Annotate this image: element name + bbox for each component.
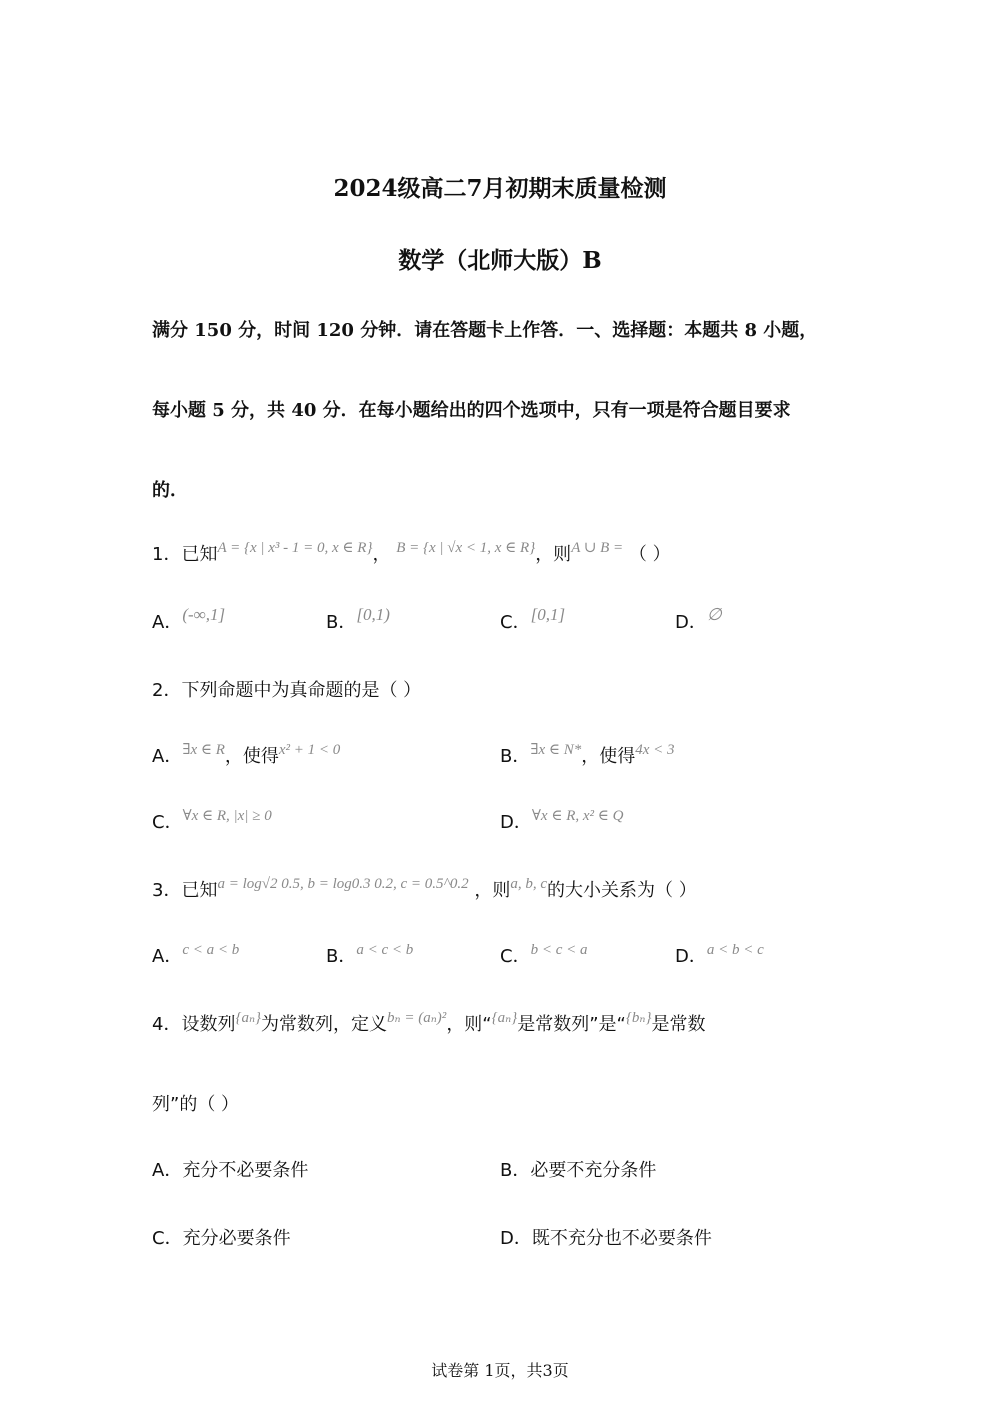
- q1-option-a[interactable]: [152, 605, 226, 634]
- q2-option-b-label: B．: [500, 746, 531, 767]
- q4-option-b-label: B．: [500, 1160, 531, 1181]
- q3-option-b-value: a < c < b: [356, 942, 414, 958]
- q3-option-a-label: A．: [152, 946, 183, 967]
- question-3-stem: [152, 876, 697, 902]
- q1-set-b: B = {x | √x < 1, x ∈ R}: [396, 540, 536, 556]
- q4-seq-b: {bₙ}: [625, 1010, 652, 1026]
- q1-set-a: A = {x | x³ - 1 = 0, x ∈ R}: [217, 540, 373, 556]
- q1-option-d[interactable]: [675, 605, 722, 634]
- instructions-line-3: 的．: [152, 480, 188, 501]
- q4-option-c-value: 充分必要条件: [182, 1228, 291, 1249]
- q1-expr: A ∪ B =: [571, 540, 624, 556]
- q2-option-a[interactable]: [152, 742, 340, 768]
- q2-option-d-math: ∀x ∈ R, x² ∈ Q: [531, 808, 624, 824]
- q3-vars: a, b, c: [510, 876, 548, 892]
- q2-option-c-math: ∀x ∈ R, |x| ≥ 0: [182, 808, 272, 824]
- question-1-stem: [152, 540, 671, 566]
- q4-option-d-label: D．: [500, 1228, 532, 1249]
- q4-prefix: 4．设数列: [152, 1014, 236, 1035]
- q4-text-1: 为常数列，定义: [261, 1014, 388, 1035]
- q4-option-c[interactable]: [152, 1224, 291, 1250]
- q4-option-a-label: A．: [152, 1160, 183, 1181]
- q1-mid: ，则: [535, 544, 572, 565]
- q3-option-c[interactable]: [500, 942, 587, 968]
- q2-option-a-label: A．: [152, 746, 183, 767]
- q1-option-d-label: D．: [675, 612, 707, 633]
- q2-option-c-label: C．: [152, 812, 183, 833]
- q3-option-a-value: c < a < b: [182, 942, 240, 958]
- q3-option-d[interactable]: [675, 942, 764, 968]
- q1-prefix: 1．已知: [152, 544, 218, 565]
- q3-prefix: 3．已知: [152, 880, 218, 901]
- page-footer: 试卷第 1页，共3页: [431, 1361, 569, 1380]
- q1-option-c-value: [0,1]: [530, 605, 566, 624]
- q1-suffix: （ ）: [628, 544, 671, 565]
- q2-option-b-math: ∃x ∈ N*: [530, 742, 582, 758]
- question-2-stem: 2．下列命题中为真命题的是（ ）: [152, 680, 422, 701]
- q3-mid: ，则: [474, 880, 511, 901]
- q1-option-c[interactable]: [500, 605, 566, 634]
- instructions-line-2: 每小题 5 分，共 40 分．在每小题给出的四个选项中，只有一项是符合题目要求: [152, 400, 791, 421]
- q3-option-c-label: C．: [500, 946, 531, 967]
- q1-sep: ，: [372, 544, 391, 565]
- q4-option-c-label: C．: [152, 1228, 183, 1249]
- q2-option-d[interactable]: [500, 808, 623, 834]
- q3-option-d-value: a < b < c: [706, 942, 764, 958]
- page-title: 2024级高二7月初期末质量检测: [333, 175, 667, 202]
- q3-option-b-label: B．: [326, 946, 357, 967]
- q4-text-3: 是常数列”是“: [517, 1014, 626, 1035]
- q2-option-a-math: ∃x ∈ R: [182, 742, 225, 758]
- q4-seq-a: {aₙ}: [235, 1010, 262, 1026]
- page-subtitle: 数学（北师大版）B: [398, 247, 602, 274]
- q4-text-2: ，则“: [446, 1014, 492, 1035]
- q2-option-a-math2: x² + 1 < 0: [278, 742, 341, 758]
- q1-option-b[interactable]: [326, 605, 390, 634]
- q4-option-a-value: 充分不必要条件: [182, 1160, 309, 1181]
- q4-option-d-value: 既不充分也不必要条件: [531, 1228, 712, 1249]
- q4-text-4: 是常数: [651, 1014, 706, 1035]
- q2-option-c[interactable]: [152, 808, 272, 834]
- q4-option-b[interactable]: [500, 1156, 656, 1182]
- q4-option-a[interactable]: [152, 1156, 308, 1182]
- question-4-stem: [152, 1010, 705, 1036]
- q3-suffix: 的大小关系为（ ）: [547, 880, 697, 901]
- q2-option-b-math2: 4x < 3: [635, 742, 675, 758]
- q1-option-a-label: A．: [152, 612, 183, 633]
- q4-seq-a-2: {aₙ}: [491, 1010, 518, 1026]
- q3-option-b[interactable]: [326, 942, 413, 968]
- q4-definition: bₙ = (aₙ)²: [387, 1010, 447, 1026]
- q3-expr: a = log√2 0.5, b = log0.3 0.2, c = 0.5^0.2: [217, 876, 469, 892]
- q3-option-d-label: D．: [675, 946, 707, 967]
- instructions-line-1: 满分 150 分，时间 120 分钟．请在答题卡上作答．一、选择题：本题共 8 小题，: [152, 320, 818, 341]
- q1-option-a-value: (-∞,1]: [182, 605, 226, 624]
- q4-option-b-value: 必要不充分条件: [530, 1160, 657, 1181]
- q1-option-b-value: [0,1): [356, 605, 390, 624]
- q2-option-d-label: D．: [500, 812, 532, 833]
- q2-option-b[interactable]: [500, 742, 675, 768]
- q1-option-c-label: C．: [500, 612, 531, 633]
- q1-option-b-label: B．: [326, 612, 357, 633]
- question-4-stem-line-2: 列”的（ ）: [152, 1094, 240, 1115]
- q2-option-b-text: ，使得: [581, 746, 636, 767]
- q1-option-d-value: ∅: [706, 605, 722, 624]
- q4-option-d[interactable]: [500, 1224, 712, 1250]
- q3-option-c-value: b < c < a: [530, 942, 588, 958]
- q3-option-a[interactable]: [152, 942, 239, 968]
- q2-option-a-text: ，使得: [224, 746, 279, 767]
